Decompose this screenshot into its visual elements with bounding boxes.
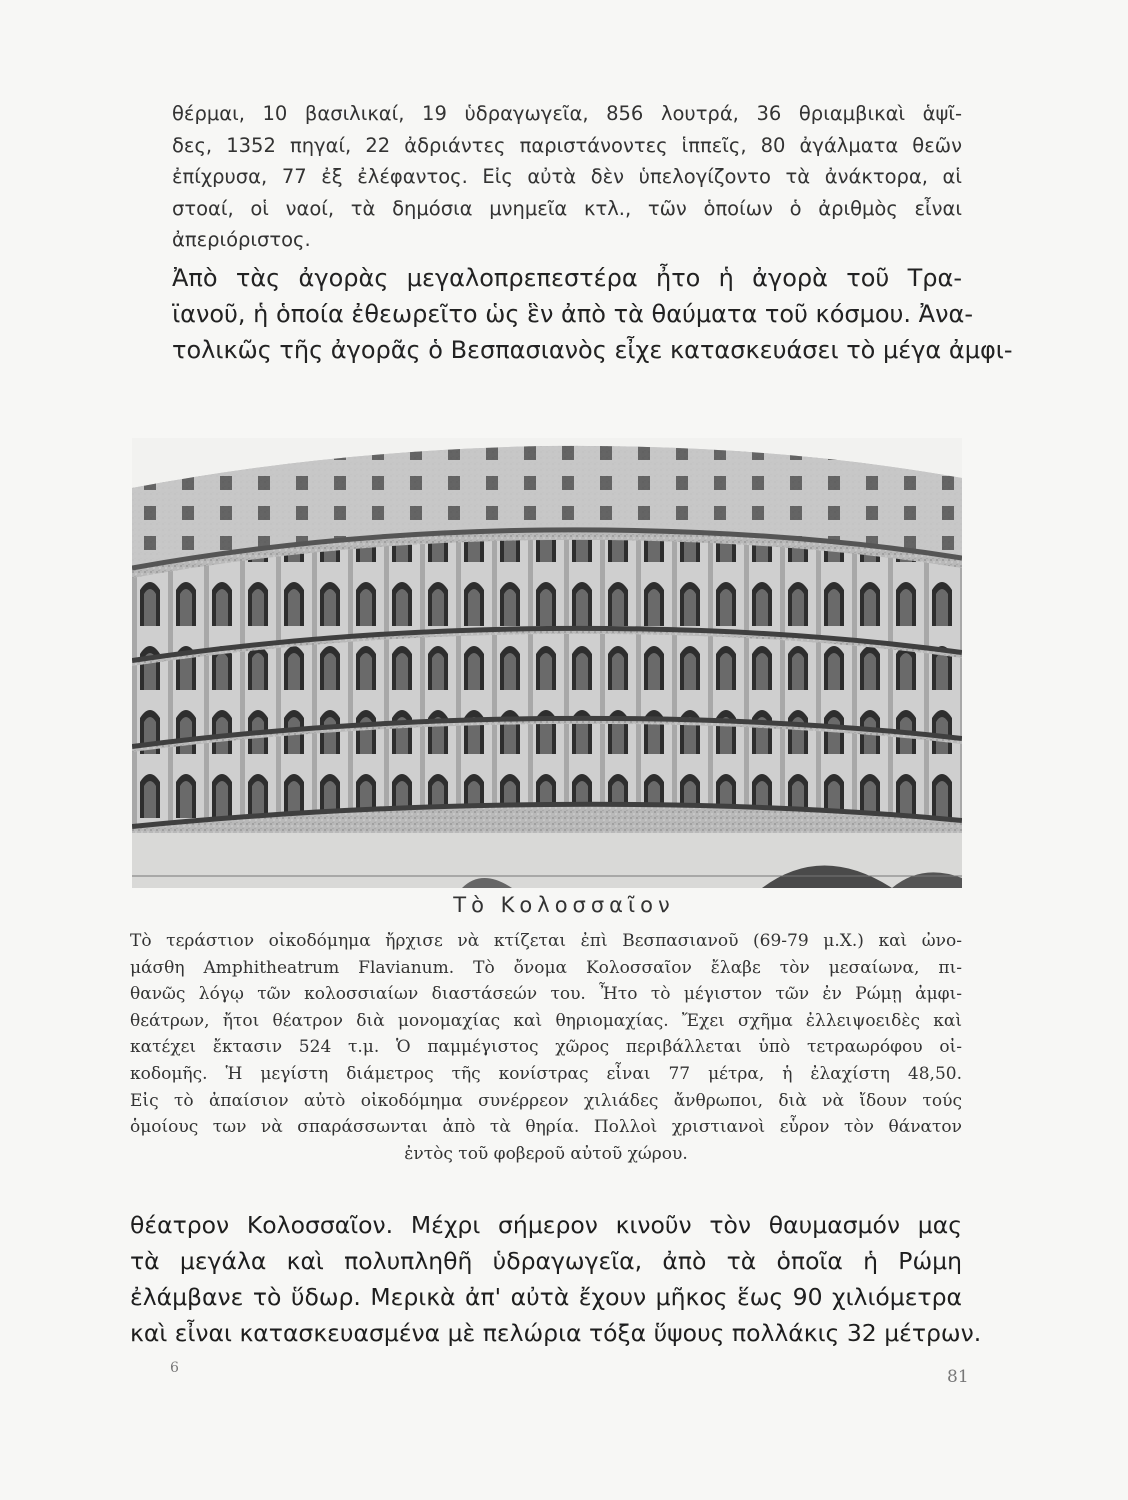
- text-line: δες, 1352 πηγαί, 22 ἀδριάντες παριστάνοντες ἱππεῖς, 80 ἀγάλματα θεῶν: [172, 133, 962, 157]
- page-number: 81: [947, 1367, 969, 1387]
- text-line: Ἀπὸ τὰς ἀγορὰς μεγαλοπρεπεστέρα ἦτο ἡ ἀγορὰ τοῦ Τρα-: [172, 264, 962, 292]
- paragraph-bottom: [130, 1207, 982, 1351]
- text-line: ἐλάμβανε τὸ ὕδωρ. Μερικὰ ἀπ' αὐτὰ ἔχουν μῆκος ἕως 90 χιλιόμετρα: [130, 1283, 962, 1311]
- caption-line: ἐντὸς τοῦ φοβεροῦ αὐτοῦ χώρου.: [404, 1143, 688, 1164]
- text-line: τὰ μεγάλα καὶ πολυπληθῆ ὑδραγωγεῖα, ἀπὸ τὰ ὁποῖα ἡ Ρώμη: [130, 1247, 962, 1275]
- text-line: ἀπεριόριστος.: [172, 228, 311, 252]
- text-line: ϊανοῦ, ἡ ὁποία ἐθεωρεῖτο ὡς ἓν ἀπὸ τὰ θαύματα τοῦ κόσμου. Ἀνα-: [172, 300, 973, 328]
- paragraph-second: [172, 260, 1013, 368]
- text-line: ἐπίχρυσα, 77 ἐξ ἐλέφαντος. Εἰς αὐτὰ δὲν ὑπελογίζοντο τὰ ἀνάκτορα, αἱ: [172, 165, 962, 189]
- signature-mark: 6: [170, 1360, 179, 1376]
- text-line: τολικῶς τῆς ἀγορᾶς ὁ Βεσπασιανὸς εἶχε κατασκευάσει τὸ μέγα ἀμφι-: [172, 336, 1013, 364]
- text-line: θέατρον Κολοσσαῖον. Μέχρι σήμερον κινοῦν τὸν θαυμασμόν μας: [130, 1211, 962, 1239]
- paragraph-top: [172, 98, 962, 256]
- caption-line: μάσθη Amphitheatrum Flavianum. Τὸ ὄνομα Κολοσσαῖον ἔλαβε τὸν μεσαίωνα, πι-: [130, 957, 962, 978]
- figure-caption-text: [130, 928, 962, 1167]
- text-line: καὶ εἶναι κατασκευασμένα μὲ πελώρια τόξα ὕψους πολλάκις 32 μέτρων.: [130, 1319, 982, 1347]
- figure-caption-title: Τὸ Κολοσσαῖον: [453, 893, 675, 917]
- caption-line: θεάτρων, ἤτοι θέατρον διὰ μονομαχίας καὶ θηριομαχίας. Ἔχει σχῆμα ἐλλειψοειδὲς καὶ: [130, 1010, 962, 1031]
- caption-line: θανῶς λόγῳ τῶν κολοσσιαίων διαστάσεών του. Ἦτο τὸ μέγιστον τῶν ἐν Ρώμῃ ἀμφι-: [130, 984, 962, 1005]
- text-line: στοαί, οἱ ναοί, τὰ δημόσια μνημεῖα κτλ., τῶν ὁποίων ὁ ἀριθμὸς εἶναι: [172, 196, 962, 220]
- caption-line: ὁμοίους των νὰ σπαράσσωνται ἀπὸ τὰ θηρία. Πολλοὶ χριστιανοὶ εὗρον τὸν θάνατον: [130, 1117, 962, 1138]
- colosseum-photo: [132, 438, 962, 888]
- caption-line: Εἰς τὸ ἀπαίσιον αὐτὸ οἰκοδόμημα συνέρρεον χιλιάδες ἄνθρωποι, διὰ νὰ ἴδουν τούς: [130, 1090, 962, 1111]
- caption-line: Τὸ τεράστιον οἰκοδόμημα ἤρχισε νὰ κτίζεται ἐπὶ Βεσπασιανοῦ (69-79 μ.Χ.) καὶ ὠνο-: [130, 931, 962, 951]
- caption-line: κοδομῆς. Ἡ μεγίστη διάμετρος τῆς κονίστρας εἶναι 77 μέτρα, ἡ ἐλαχίστη 48,50.: [130, 1063, 962, 1084]
- caption-line: κατέχει ἔκτασιν 524 τ.μ. Ὁ παμμέγιστος χῶρος περιβάλλεται ὑπὸ τετραωρόφου οἰ-: [130, 1037, 962, 1058]
- text-line: θέρμαι, 10 βασιλικαί, 19 ὑδραγωγεῖα, 856 λουτρά, 36 θριαμβικαὶ ἁψῖ-: [172, 102, 962, 125]
